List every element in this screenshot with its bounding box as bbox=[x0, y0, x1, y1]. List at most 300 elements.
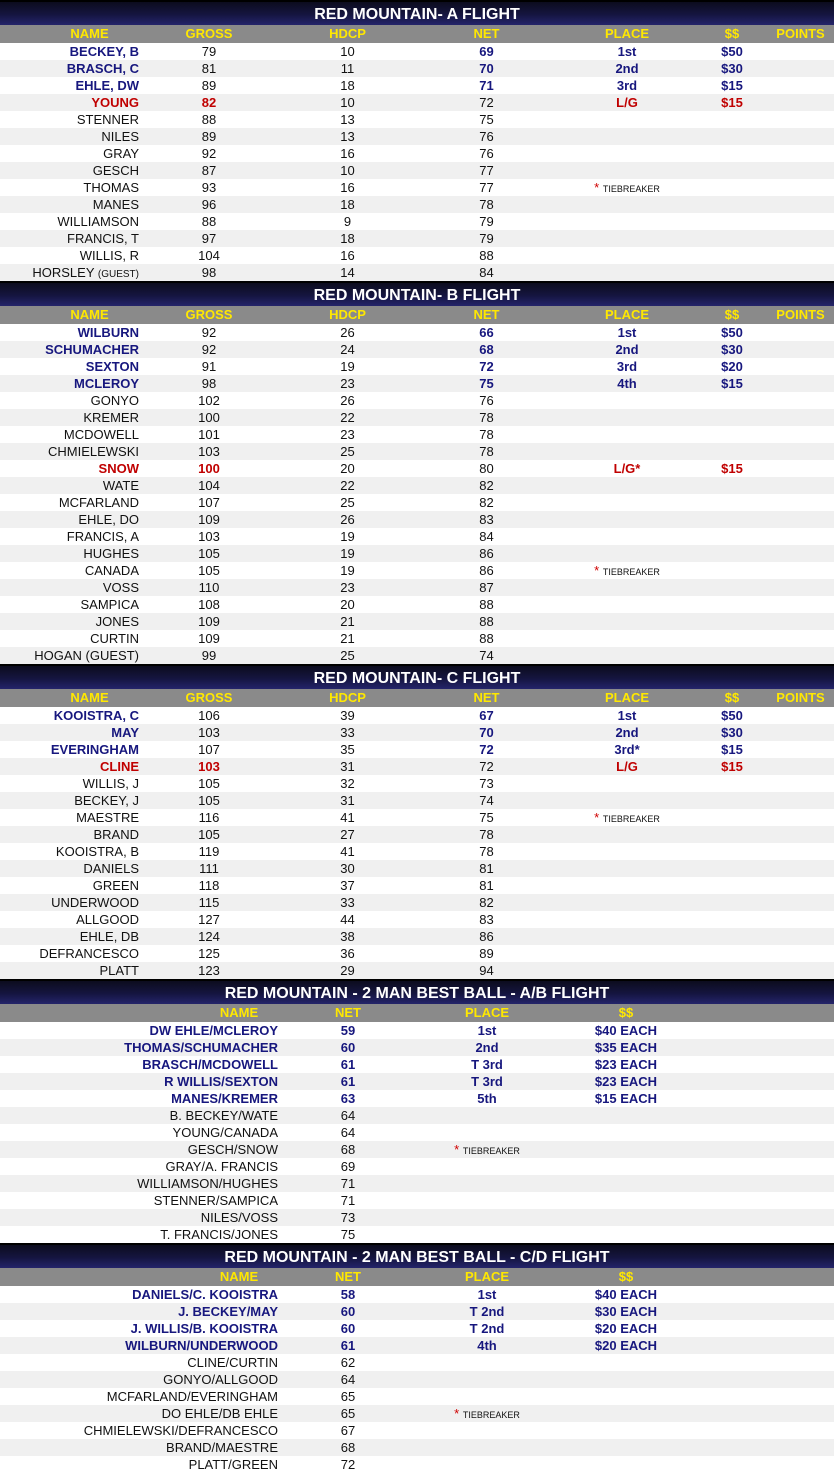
place bbox=[557, 196, 697, 213]
player-name bbox=[0, 928, 139, 945]
player-name bbox=[0, 1192, 278, 1209]
net-header: NET bbox=[473, 307, 500, 322]
table-row bbox=[0, 1320, 834, 1337]
place bbox=[418, 1039, 556, 1056]
place-header: PLACE bbox=[604, 26, 650, 41]
handicap: 18 bbox=[340, 197, 355, 212]
net-score: 76 bbox=[479, 393, 494, 408]
player-name-text: DANIELS bbox=[83, 861, 139, 876]
table-row bbox=[0, 894, 834, 911]
place-text: 2nd bbox=[615, 725, 639, 740]
player-name bbox=[0, 724, 139, 741]
gross-score: 105 bbox=[198, 546, 220, 561]
player-name-text: DANIELS/C. KOOISTRA bbox=[132, 1287, 278, 1302]
prize-money: $20 bbox=[721, 359, 743, 374]
table-row bbox=[0, 528, 834, 545]
player-name bbox=[0, 128, 139, 145]
a-flight-title: RED MOUNTAIN- A FLIGHT bbox=[0, 0, 834, 25]
place-text: 1st bbox=[617, 708, 637, 723]
net-score: 78 bbox=[479, 410, 494, 425]
gross-score: 108 bbox=[198, 597, 220, 612]
prize-money bbox=[697, 162, 767, 179]
header-spacer bbox=[696, 1004, 834, 1022]
player-name bbox=[0, 1090, 278, 1107]
net-score: 69 bbox=[340, 1159, 356, 1174]
prize-money: $30 EACH bbox=[594, 1304, 658, 1319]
table-row bbox=[0, 707, 834, 724]
table-row bbox=[0, 1022, 834, 1039]
handicap: 19 bbox=[340, 359, 355, 374]
gross-score: 124 bbox=[198, 929, 220, 944]
prize-money: $23 EACH bbox=[594, 1074, 658, 1089]
handicap: 11 bbox=[340, 61, 355, 76]
player-name bbox=[0, 264, 139, 281]
player-name-text: WILLIS, R bbox=[79, 248, 139, 263]
place bbox=[418, 1303, 556, 1320]
place-header: PLACE bbox=[604, 690, 650, 705]
prize-money: $50 bbox=[721, 325, 743, 340]
net-header: NET bbox=[335, 1269, 361, 1284]
net-score: 61 bbox=[340, 1338, 356, 1353]
net-score: 77 bbox=[479, 163, 494, 178]
place bbox=[557, 511, 697, 528]
name-header: NAME bbox=[219, 1269, 259, 1284]
table-row bbox=[0, 1337, 834, 1354]
prize-money bbox=[697, 409, 767, 426]
net-score: 82 bbox=[479, 478, 494, 493]
prize-money bbox=[697, 196, 767, 213]
gross-score: 103 bbox=[198, 444, 220, 459]
player-name-text: GREEN bbox=[92, 878, 139, 893]
gross-score: 92 bbox=[201, 325, 217, 340]
c-flight-title: RED MOUNTAIN- C FLIGHT bbox=[0, 664, 834, 689]
player-name bbox=[0, 77, 139, 94]
player-name-text: MANES bbox=[92, 197, 139, 212]
player-name-text: R WILLIS/SEXTON bbox=[164, 1074, 278, 1089]
table-row bbox=[0, 128, 834, 145]
net-score: 77 bbox=[479, 180, 494, 195]
player-name-text: PLATT bbox=[99, 963, 139, 978]
points bbox=[767, 213, 834, 230]
handicap: 19 bbox=[340, 529, 355, 544]
place-text: L/G bbox=[616, 759, 638, 774]
prize-money bbox=[697, 230, 767, 247]
player-name-text: MAY bbox=[111, 725, 139, 740]
row-spacer bbox=[696, 1226, 834, 1243]
player-name bbox=[0, 1320, 278, 1337]
place bbox=[557, 613, 697, 630]
player-name-text: YOUNG/CANADA bbox=[172, 1125, 278, 1140]
prize-money: $15 EACH bbox=[594, 1091, 658, 1106]
points bbox=[767, 111, 834, 128]
player-name bbox=[0, 1303, 278, 1320]
net-score: 83 bbox=[479, 512, 494, 527]
handicap: 41 bbox=[340, 844, 355, 859]
handicap: 27 bbox=[340, 827, 355, 842]
place bbox=[557, 562, 697, 579]
handicap: 23 bbox=[340, 580, 355, 595]
prize-money: $15 bbox=[721, 742, 743, 757]
row-spacer bbox=[696, 1439, 834, 1456]
net-score: 75 bbox=[479, 810, 494, 825]
place bbox=[557, 128, 697, 145]
player-name bbox=[0, 741, 139, 758]
tiebreak-star: * bbox=[594, 810, 600, 825]
points bbox=[767, 511, 834, 528]
table-row bbox=[0, 1303, 834, 1320]
player-name-text: PLATT/GREEN bbox=[188, 1457, 278, 1472]
points bbox=[767, 409, 834, 426]
table-row bbox=[0, 792, 834, 809]
player-name-text: HORSLEY bbox=[32, 265, 95, 280]
player-name bbox=[0, 1354, 278, 1371]
place bbox=[557, 928, 697, 945]
player-name-text: GONYO bbox=[90, 393, 139, 408]
player-name-text: HUGHES bbox=[83, 546, 139, 561]
table-row bbox=[0, 1439, 834, 1456]
handicap: 24 bbox=[340, 342, 355, 357]
gross-score: 109 bbox=[198, 614, 220, 629]
handicap: 18 bbox=[340, 231, 355, 246]
player-name-text: BECKEY, B bbox=[69, 44, 139, 59]
net-header: NET bbox=[335, 1005, 361, 1020]
place bbox=[557, 179, 697, 196]
player-name-text: SEXTON bbox=[85, 359, 139, 374]
net-score: 79 bbox=[479, 214, 494, 229]
gross-score: 103 bbox=[198, 529, 220, 544]
tiebreaker-note: TIEBREAKER bbox=[462, 1146, 520, 1156]
player-name-text: CHMIELEWSKI bbox=[47, 444, 139, 459]
player-name-text: GRAY/A. FRANCIS bbox=[165, 1159, 278, 1174]
ab-best-ball-header-row bbox=[0, 1004, 834, 1022]
table-row bbox=[0, 1354, 834, 1371]
prize-money bbox=[697, 579, 767, 596]
prize-money: $15 bbox=[721, 376, 743, 391]
handicap: 14 bbox=[340, 265, 355, 280]
prize-money: $20 EACH bbox=[594, 1338, 658, 1353]
player-name bbox=[0, 1056, 278, 1073]
place-text: 1st bbox=[477, 1287, 497, 1302]
player-name-text: KOOISTRA, B bbox=[55, 844, 139, 859]
place bbox=[557, 707, 697, 724]
player-name bbox=[0, 630, 139, 647]
handicap: 22 bbox=[340, 478, 355, 493]
points bbox=[767, 945, 834, 962]
net-score: 78 bbox=[479, 197, 494, 212]
name-header: NAME bbox=[70, 690, 109, 705]
net-score: 59 bbox=[340, 1023, 356, 1038]
player-name bbox=[0, 1439, 278, 1456]
table-row bbox=[0, 247, 834, 264]
player-name-text: FRANCIS, A bbox=[66, 529, 139, 544]
place bbox=[557, 60, 697, 77]
player-name bbox=[0, 1175, 278, 1192]
prize-money bbox=[556, 1226, 696, 1243]
player-name bbox=[0, 792, 139, 809]
prize-money: $35 EACH bbox=[594, 1040, 658, 1055]
money-header: $$ bbox=[724, 26, 740, 41]
cd-best-ball-title: RED MOUNTAIN - 2 MAN BEST BALL - C/D FLIGHT bbox=[0, 1243, 834, 1268]
place bbox=[557, 43, 697, 60]
player-name bbox=[0, 1422, 278, 1439]
points bbox=[767, 843, 834, 860]
name-header: NAME bbox=[219, 1005, 259, 1020]
gross-score: 100 bbox=[198, 410, 220, 425]
net-score: 88 bbox=[479, 614, 494, 629]
net-score: 67 bbox=[479, 708, 494, 723]
gross-score: 110 bbox=[198, 580, 220, 595]
gross-score: 109 bbox=[198, 631, 220, 646]
points bbox=[767, 358, 834, 375]
row-spacer bbox=[696, 1209, 834, 1226]
points bbox=[767, 579, 834, 596]
hdcp-header: HDCP bbox=[329, 26, 366, 41]
gross-score: 103 bbox=[198, 759, 220, 774]
place-text: 1st bbox=[617, 325, 637, 340]
gross-score: 107 bbox=[198, 495, 220, 510]
player-name-text: FRANCIS, T bbox=[67, 231, 139, 246]
prize-money: $15 bbox=[721, 461, 743, 476]
gross-header: GROSS bbox=[185, 307, 233, 322]
prize-money bbox=[697, 562, 767, 579]
place bbox=[418, 1456, 556, 1473]
place-text: 5th bbox=[477, 1091, 497, 1106]
prize-money: $50 bbox=[721, 708, 743, 723]
place bbox=[557, 860, 697, 877]
player-name bbox=[0, 94, 139, 111]
gross-score: 107 bbox=[198, 742, 220, 757]
player-name bbox=[0, 758, 139, 775]
place-text: 2nd bbox=[615, 342, 639, 357]
place bbox=[418, 1192, 556, 1209]
player-name bbox=[0, 1456, 278, 1473]
place bbox=[557, 741, 697, 758]
player-name bbox=[0, 1039, 278, 1056]
gross-header: GROSS bbox=[185, 690, 233, 705]
net-score: 80 bbox=[479, 461, 494, 476]
place bbox=[557, 264, 697, 281]
prize-money bbox=[697, 128, 767, 145]
table-row bbox=[0, 843, 834, 860]
net-score: 60 bbox=[340, 1304, 356, 1319]
row-spacer bbox=[696, 1141, 834, 1158]
net-score: 82 bbox=[479, 495, 494, 510]
gross-score: 98 bbox=[201, 265, 217, 280]
a-flight-section bbox=[0, 0, 834, 281]
player-name-text: SCHUMACHER bbox=[45, 342, 139, 357]
prize-money bbox=[556, 1141, 696, 1158]
gross-score: 119 bbox=[198, 844, 220, 859]
row-spacer bbox=[696, 1056, 834, 1073]
player-name bbox=[0, 945, 139, 962]
table-row bbox=[0, 94, 834, 111]
gross-score: 98 bbox=[201, 376, 217, 391]
player-name bbox=[0, 596, 139, 613]
player-name bbox=[0, 358, 139, 375]
table-row bbox=[0, 1456, 834, 1473]
row-spacer bbox=[696, 1422, 834, 1439]
points bbox=[767, 443, 834, 460]
handicap: 21 bbox=[340, 631, 355, 646]
b-flight-rows bbox=[0, 324, 834, 664]
handicap: 16 bbox=[340, 146, 355, 161]
row-spacer bbox=[696, 1303, 834, 1320]
points bbox=[767, 43, 834, 60]
player-name bbox=[0, 1337, 278, 1354]
points bbox=[767, 460, 834, 477]
net-score: 83 bbox=[479, 912, 494, 927]
table-row bbox=[0, 392, 834, 409]
gross-score: 92 bbox=[201, 146, 217, 161]
player-name bbox=[0, 579, 139, 596]
net-score: 71 bbox=[340, 1193, 356, 1208]
cd-best-ball-section bbox=[0, 1243, 834, 1473]
prize-money bbox=[697, 596, 767, 613]
place bbox=[557, 647, 697, 664]
place bbox=[557, 809, 697, 826]
player-name bbox=[0, 213, 139, 230]
player-name-text: CANADA bbox=[84, 563, 139, 578]
player-name-text: SAMPICA bbox=[80, 597, 139, 612]
points bbox=[767, 128, 834, 145]
gross-score: 96 bbox=[201, 197, 217, 212]
player-name-text: GONYO/ALLGOOD bbox=[163, 1372, 278, 1387]
net-score: 78 bbox=[479, 444, 494, 459]
net-header: NET bbox=[473, 26, 500, 41]
handicap: 41 bbox=[340, 810, 355, 825]
prize-money bbox=[697, 630, 767, 647]
points bbox=[767, 477, 834, 494]
a-flight-header-row bbox=[0, 25, 834, 43]
prize-money bbox=[697, 213, 767, 230]
net-score: 82 bbox=[479, 895, 494, 910]
place-text: 1st bbox=[477, 1023, 497, 1038]
place bbox=[557, 162, 697, 179]
player-name-text: THOMAS bbox=[83, 180, 139, 195]
hdcp-header: HDCP bbox=[329, 307, 366, 322]
player-name-text: YOUNG bbox=[91, 95, 139, 110]
prize-money: $30 bbox=[721, 342, 743, 357]
player-name bbox=[0, 911, 139, 928]
net-score: 69 bbox=[479, 44, 494, 59]
place bbox=[557, 758, 697, 775]
handicap: 44 bbox=[340, 912, 355, 927]
table-row bbox=[0, 375, 834, 392]
place bbox=[557, 94, 697, 111]
handicap: 26 bbox=[340, 512, 355, 527]
name-header: NAME bbox=[70, 26, 109, 41]
table-row bbox=[0, 1056, 834, 1073]
net-score: 88 bbox=[479, 631, 494, 646]
handicap: 22 bbox=[340, 410, 355, 425]
handicap: 36 bbox=[340, 946, 355, 961]
row-spacer bbox=[696, 1124, 834, 1141]
net-score: 72 bbox=[479, 742, 494, 757]
table-row bbox=[0, 647, 834, 664]
c-flight-rows bbox=[0, 707, 834, 979]
table-row bbox=[0, 741, 834, 758]
place bbox=[418, 1107, 556, 1124]
prize-money bbox=[697, 945, 767, 962]
player-name bbox=[0, 324, 139, 341]
place bbox=[557, 145, 697, 162]
net-score: 68 bbox=[340, 1440, 356, 1455]
gross-score: 88 bbox=[201, 112, 217, 127]
ab-best-ball-rows bbox=[0, 1022, 834, 1243]
place-text: 3rd bbox=[616, 359, 638, 374]
a-flight-rows bbox=[0, 43, 834, 281]
net-score: 72 bbox=[340, 1457, 356, 1472]
player-name-text: EHLE, DO bbox=[78, 512, 139, 527]
prize-money bbox=[697, 145, 767, 162]
player-name bbox=[0, 1226, 278, 1243]
prize-money bbox=[697, 477, 767, 494]
handicap: 25 bbox=[340, 648, 355, 663]
player-name-text: VOSS bbox=[102, 580, 139, 595]
player-name bbox=[0, 494, 139, 511]
net-score: 64 bbox=[340, 1372, 356, 1387]
place bbox=[557, 596, 697, 613]
player-name-text: ALLGOOD bbox=[76, 912, 139, 927]
player-name-text: CURTIN bbox=[90, 631, 139, 646]
table-row bbox=[0, 77, 834, 94]
player-name-text: B. BECKEY/WATE bbox=[169, 1108, 278, 1123]
row-spacer bbox=[696, 1456, 834, 1473]
place bbox=[418, 1422, 556, 1439]
prize-money bbox=[556, 1422, 696, 1439]
player-name-text: CHMIELEWSKI/DEFRANCESCO bbox=[83, 1423, 278, 1438]
place bbox=[557, 826, 697, 843]
net-score: 81 bbox=[479, 861, 494, 876]
place bbox=[557, 477, 697, 494]
table-row bbox=[0, 1039, 834, 1056]
table-row bbox=[0, 809, 834, 826]
net-score: 73 bbox=[479, 776, 494, 791]
table-row bbox=[0, 1158, 834, 1175]
player-name bbox=[0, 1286, 278, 1303]
player-name bbox=[0, 392, 139, 409]
player-name-text: WILBURN bbox=[77, 325, 139, 340]
place bbox=[557, 894, 697, 911]
net-score: 74 bbox=[479, 648, 494, 663]
net-score: 75 bbox=[479, 112, 494, 127]
place-text: 4th bbox=[617, 376, 637, 391]
place-text: T 3rd bbox=[471, 1057, 503, 1072]
table-row bbox=[0, 196, 834, 213]
prize-money bbox=[697, 426, 767, 443]
place-header: PLACE bbox=[604, 307, 650, 322]
place bbox=[418, 1320, 556, 1337]
net-score: 71 bbox=[479, 78, 494, 93]
gross-score: 92 bbox=[201, 342, 217, 357]
gross-score: 104 bbox=[198, 248, 220, 263]
place bbox=[557, 375, 697, 392]
prize-money bbox=[556, 1354, 696, 1371]
player-name bbox=[0, 145, 139, 162]
table-row bbox=[0, 145, 834, 162]
gross-score: 105 bbox=[198, 827, 220, 842]
prize-money bbox=[697, 392, 767, 409]
net-score: 78 bbox=[479, 844, 494, 859]
net-score: 89 bbox=[479, 946, 494, 961]
place bbox=[557, 528, 697, 545]
tiebreak-star: * bbox=[594, 563, 600, 578]
player-name bbox=[0, 1209, 278, 1226]
table-row bbox=[0, 60, 834, 77]
row-spacer bbox=[696, 1073, 834, 1090]
net-score: 81 bbox=[479, 878, 494, 893]
handicap: 31 bbox=[340, 793, 355, 808]
